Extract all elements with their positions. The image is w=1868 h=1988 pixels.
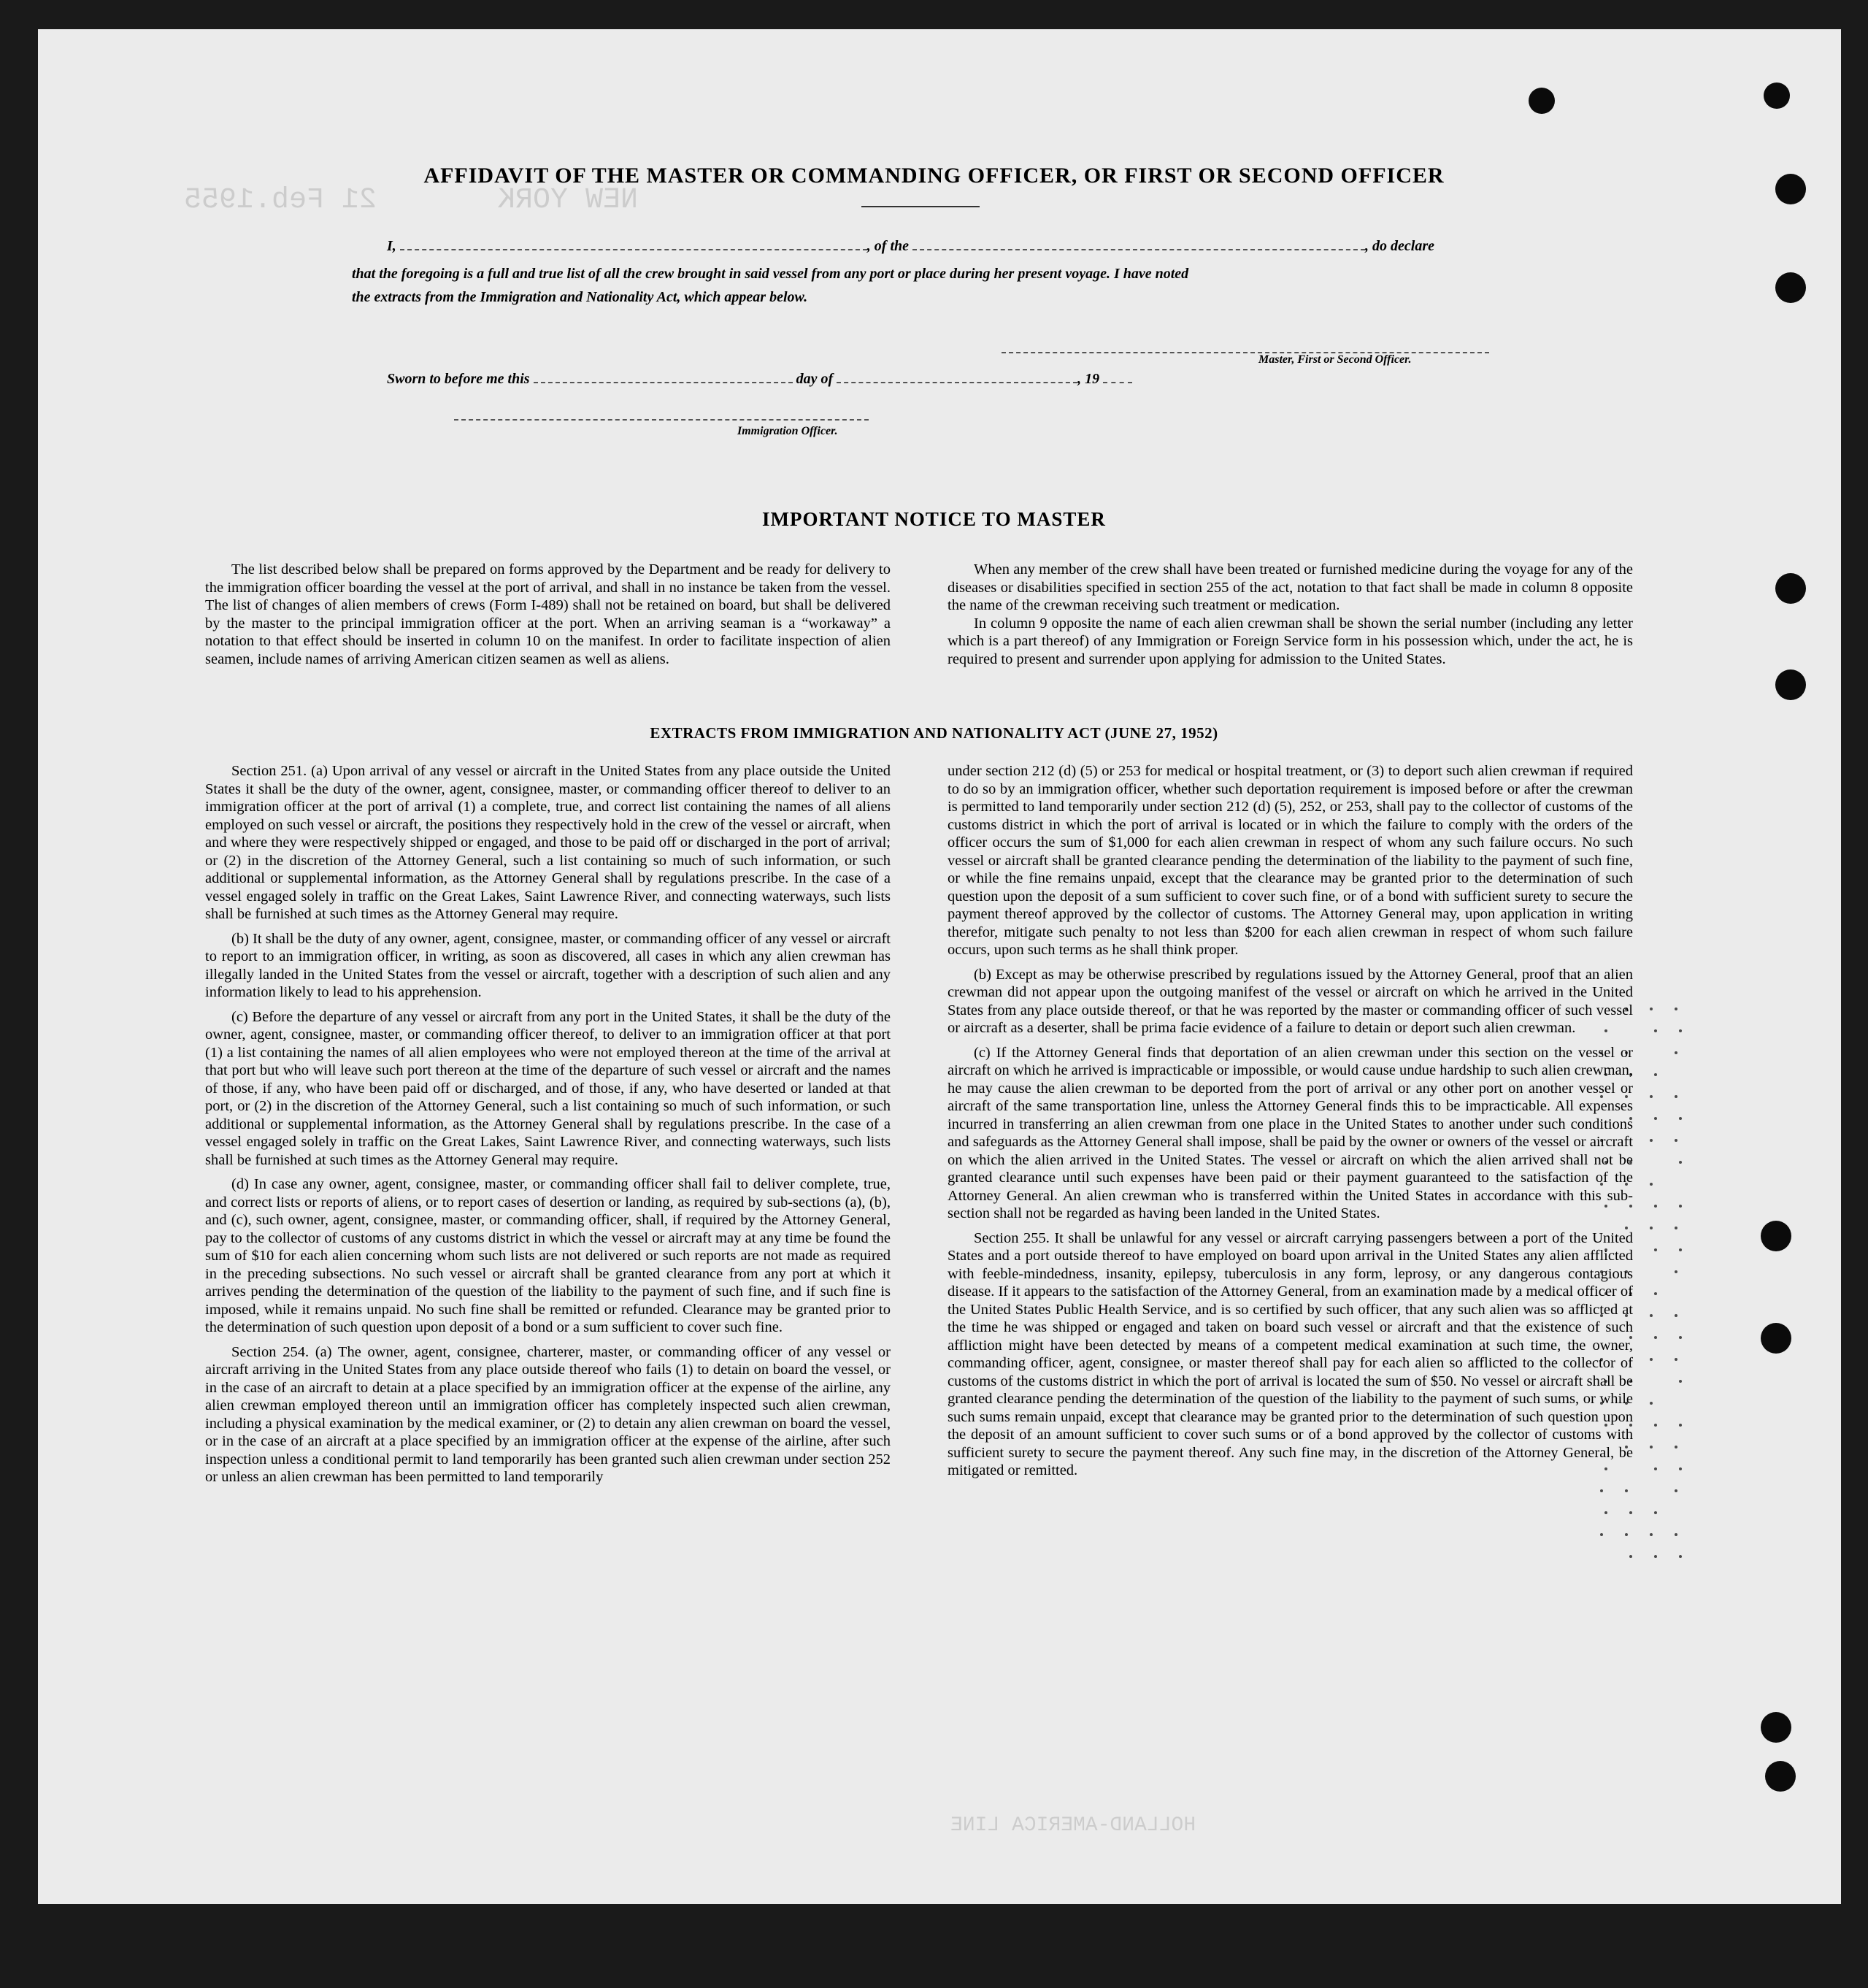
notice-paragraph: The list described below shall be prepared on forms approved by the Department and be ready for delivery to the immigration officer boarding the vessel at the port of arrival, and shall in no instance be taken from the vessel. The list of changes of alien members of crews (Form I-489) shall not be retained on board, but shall be delivered by the master to the principal immigration officer at the port. When an arriving seaman is a “workaway” a notation to that effect should be inserted in column 10 on the manifest. In order to facilitate inspection of alien seamen, include names of arriving American citizen seamen as well as aliens.	[205, 561, 891, 667]
bleed-through-port: NEW YORK	[498, 184, 639, 217]
officer-signature-line	[454, 418, 869, 421]
section-251-c: (c) Before the departure of any vessel or aircraft from any port in the United States, it shall be the duty of the owner, agent, consignee, master, or commanding officer thereof, to deliver to an immigration officer at that port (1) a list containing the names of all alien employees who were not employed thereon at the time of the arrival at that port but who will leave such port thereon at the time of the departure of such vessel or aircraft and the names of those, if any, who have been paid off or discharged, and of those, if any, who have deserted or landed at that port, or (2) in the discretion of the Attorney General, such a list containing so much of such information, or such additional or supplemental information, as the Attorney General shall by regulations prescribe. In the case of a vessel engaged solely in traffic on the Great Lakes, Saint Lawrence River, and connecting waterways, such lists shall be furnished at such times as the Attorney General may require.	[205, 1008, 891, 1168]
scan-dot	[1654, 1511, 1657, 1514]
scan-dot	[1675, 1008, 1677, 1010]
scan-dot	[1650, 1533, 1653, 1536]
scan-dot	[1675, 1139, 1677, 1142]
scan-dot	[1625, 1489, 1628, 1492]
scan-dot	[1650, 1139, 1653, 1142]
officer-caption: Immigration Officer.	[737, 425, 838, 437]
scan-dot	[1675, 1051, 1677, 1054]
binder-hole	[1529, 88, 1555, 114]
scan-dot	[1679, 1380, 1682, 1383]
binder-hole	[1761, 1712, 1791, 1743]
section-251-d: (d) In case any owner, agent, consignee, master, or commanding officer shall fail to deliver complete, true, and correct lists or reports of aliens, or to report cases of desertion or landing, as required by sub-sections (a), (b), and (c), such owner, agent, consignee, master, or commanding officer, shall, if required by the Attorney General, pay to the collector of customs of any customs district in which the vessel or aircraft may at any time be found the sum of $10 for each alien concerning whom such lists are not delivered or such reports are not made as required in the preceding subsections. No such vessel or aircraft shall be granted clearance from any port at which it arrives pending the determination of the question of the liability to the payment of such fine, and if such fine is imposed, while it remains unpaid. No such fine shall be remitted or refunded. Clearance may be granted prior to the determination of such question upon deposit of a bond or a sum sufficient to cover such fine.	[205, 1176, 891, 1335]
scan-dot	[1650, 1446, 1653, 1448]
scan-dot	[1679, 1248, 1682, 1251]
scan-dot	[1650, 1358, 1653, 1361]
scan-dot	[1679, 1161, 1682, 1164]
binder-hole	[1761, 1323, 1791, 1354]
affidavit-line-1	[387, 238, 1434, 255]
scan-dot	[1679, 1205, 1682, 1208]
extracts-left-column	[205, 762, 891, 1493]
scan-dot	[1679, 1424, 1682, 1427]
vessel-blank	[912, 239, 1365, 250]
notice-paragraph: In column 9 opposite the name of each alien crewman shall be shown the serial number (including any letter which is a part thereof) of any Immigration or Foreign Service form in his possession which, under the act, he is required to present and surrender upon applying for admission to the United States.	[948, 615, 1633, 667]
scan-dot	[1629, 1511, 1632, 1514]
affidavit-line-2: that the foregoing is a full and true list of all the crew brought in said vessel from any port or place during her present voyage. I have noted	[352, 266, 1189, 282]
scan-dot	[1654, 1117, 1657, 1120]
scan-dot	[1675, 1533, 1677, 1536]
scan-dot	[1629, 1555, 1632, 1558]
section-254-a: Section 254. (a) The owner, agent, consignee, charterer, master, or commanding officer of any vessel or aircraft arriving in the United States from any place outside thereof who fails (1) to detain on board the vessel, or in the case of an aircraft to detain at a place specified by an immigration officer at the expense of the airline, any alien crewman employed thereon until an immigration officer has completely inspected such alien crewman, including a physical examination by the medical examiner, or (2) to detain any alien crewman on board the vessel, or in the case of an aircraft at a place specified by an immigration officer at the expense of the airline, after such inspection unless a conditional permit to land temporarily has been granted such alien crewman under section 252 or unless an alien crewman has been permitted to land temporarily	[205, 1343, 891, 1485]
extracts-title: EXTRACTS FROM IMMIGRATION AND NATIONALITY ACT (JUNE 27, 1952)	[650, 724, 1218, 742]
scan-dot	[1675, 1358, 1677, 1361]
title-rule	[861, 206, 980, 207]
scan-dot	[1650, 1008, 1653, 1010]
affidavit-i-label: I,	[387, 238, 396, 254]
affidavit-of-the-label: , of the	[866, 238, 910, 254]
year-label: , 19	[1077, 371, 1100, 387]
scan-dot	[1679, 1336, 1682, 1339]
scan-dot	[1600, 1489, 1603, 1492]
binder-hole	[1764, 82, 1790, 109]
section-254-b: (b) Except as may be otherwise prescribed by regulations issued by the Attorney General, proof that an alien crewman did not appear upon the outgoing manifest of the vessel or aircraft on which he arrived in the United States from any place outside thereof, or that he was reported by the master or commanding officer of such vessel or aircraft as a deserter, shall be prima facie evidence of a failure to detain or deport such alien crewman.	[948, 966, 1633, 1036]
scan-dot	[1675, 1314, 1677, 1317]
month-blank	[837, 372, 1077, 383]
scan-dot	[1654, 1029, 1657, 1032]
master-caption: Master, First or Second Officer.	[1258, 353, 1412, 366]
scan-dot	[1654, 1292, 1657, 1295]
scan-dot	[1654, 1073, 1657, 1076]
extracts-right-column	[948, 762, 1633, 1486]
binder-hole	[1761, 1221, 1791, 1251]
sworn-line	[387, 371, 1132, 388]
notice-paragraph: When any member of the crew shall have been treated or furnished medicine during the voyage for any of the diseases or disabilities specified in section 255 of the act, notation to that fact shall be made in column 8 opposite the name of the crewman receiving such treatment or medication.	[948, 561, 1633, 613]
notice-left-column	[205, 561, 891, 675]
day-of-label: day of	[796, 371, 834, 387]
year-blank	[1103, 372, 1132, 383]
affidavit-title: AFFIDAVIT OF THE MASTER OR COMMANDING OFFICER, OR FIRST OR SECOND OFFICER	[423, 164, 1445, 188]
bleed-through-date: 21 Feb.1955	[184, 184, 377, 217]
scan-dot	[1650, 1402, 1653, 1405]
scan-dot	[1654, 1555, 1657, 1558]
scan-dot	[1679, 1029, 1682, 1032]
scan-dot	[1675, 1227, 1677, 1229]
scan-dot	[1604, 1511, 1607, 1514]
affidavit-line-3: the extracts from the Immigration and Nationality Act, which appear below.	[352, 289, 808, 305]
scan-dot	[1650, 1227, 1653, 1229]
bleed-through-line-name: HOLLAND-AMERICA LINE	[950, 1814, 1196, 1837]
notice-title: IMPORTANT NOTICE TO MASTER	[762, 508, 1106, 530]
affidavit-declare-label: , do declare	[1365, 238, 1434, 254]
scan-dot	[1654, 1424, 1657, 1427]
section-254-c: (c) If the Attorney General finds that deportation of an alien crewman under this section on the vessel or aircraft on which he arrived is impracticable or impossible, or would cause undue hardship to such alien crewman, he may cause the alien crewman to be deported from the port of arrival or any other port on another vessel or aircraft of the same transportation line, unless the Attorney General finds this to be impracticable. All expenses incurred in transferring an alien crewman from one place in the United States to another under such conditions and safeguards as the Attorney General shall impose, shall be paid by the owner or owners of the vessel or aircraft on which the alien arrived in the United States. The vessel or aircraft on which the alien arrived shall not be granted clearance until such expenses have been paid or their payment guaranteed to the satisfaction of the Attorney General. An alien crewman who is transferred within the United States in accordance with this sub-section shall not be regarded as having been landed in the United States.	[948, 1044, 1633, 1221]
binder-hole	[1765, 1761, 1796, 1792]
binder-hole	[1775, 573, 1806, 604]
section-251-a: Section 251. (a) Upon arrival of any vessel or aircraft in the United States from any place outside the United States it shall be the duty of the owner, agent, consignee, master, or commanding officer thereof to deliver to an immigration officer at the port of arrival (1) a complete, true, and correct list containing the names of all aliens employed on such vessel or aircraft, the positions they respectively hold in the crew of the vessel or aircraft, when and where they were respectively shipped or engaged, and those to be paid off or discharged in the port of arrival; or (2) in the discretion of the Attorney General, such a list containing so much of such information, or such additional or supplemental information, as the Attorney General shall by regulations prescribe. In the case of a vessel engaged solely in traffic on the Great Lakes, Saint Lawrence River, and connecting waterways, such lists shall be furnished at such times as the Attorney General may require.	[205, 763, 891, 922]
section-255: Section 255. It shall be unlawful for any vessel or aircraft carrying passengers between a port of the United States and a port outside thereof to have employed on board upon arrival in the United States any alien afflicted with feeble-mindedness, insanity, epilepsy, tuberculosis in any form, leprosy, or any dangerous contagious disease. If it appears to the satisfaction of the Attorney General, from an examination made by a medical officer of the United States Public Health Service, and is so certified by such officer, that any such alien was so afflicted at the time he was shipped or engaged and taken on board such vessel or aircraft and that the existence of such affliction might have been detected by means of a competent medical examination at such time, the owner, commanding officer, agent, consignee, or master thereof shall pay for each alien so afflicted to the collector of customs of the customs district in which the port of arrival is located the sum of $50. No vessel or aircraft shall be granted clearance pending the determination of the question of the liability to the payment of such sums, or while such sums remain unpaid, except that clearance may be granted prior to the determination of such question upon the deposit of an amount sufficient to cover such sums or of a bond approved by the collector of customs with sufficient surety to secure the payment thereof. Any such fine may, in the discretion of the Attorney General, be mitigated or remitted.	[948, 1229, 1633, 1478]
scan-dot	[1600, 1533, 1603, 1536]
section-251-b: (b) It shall be the duty of any owner, agent, consignee, master, or commanding officer of any vessel or aircraft to report to an immigration officer, in writing, as soon as discovered, all cases in which any alien crewman has illegally landed in the United States from the vessel or aircraft, together with a description of such alien and any information likely to lead to his apprehension.	[205, 930, 891, 1000]
scan-dot	[1679, 1117, 1682, 1120]
binder-hole	[1775, 272, 1806, 303]
scan-dot	[1654, 1248, 1657, 1251]
scan-dot	[1654, 1467, 1657, 1470]
scan-dot	[1654, 1205, 1657, 1208]
notice-right-column	[948, 561, 1633, 675]
scan-dot	[1654, 1336, 1657, 1339]
binder-hole	[1775, 669, 1806, 700]
master-signature-line	[1002, 350, 1489, 353]
scan-dot	[1625, 1533, 1628, 1536]
scan-dot	[1675, 1095, 1677, 1098]
sworn-date-blank	[534, 372, 793, 383]
scan-dot	[1650, 1095, 1653, 1098]
scan-dot	[1675, 1270, 1677, 1273]
sworn-label: Sworn to before me this	[387, 371, 530, 387]
scan-dot	[1675, 1489, 1677, 1492]
scan-dot	[1675, 1446, 1677, 1448]
section-254-a-continued: under section 212 (d) (5) or 253 for medical or hospital treatment, or (3) to deport such alien crewman if required to do so by an immigration officer, whether such deportation requirement is imposed before or after the crewman is permitted to land temporarily under section 212 (d) (5), 252, or 253, shall pay to the collector of customs of the customs district in which the port of arrival is located or in which the failure to comply with the orders of the officer occurs the sum of $1,000 for each alien crewman in respect of whom any such failure occurs. No such vessel or aircraft shall be granted clearance pending the determination of the liability to the payment of such fine, or while the fine remains unpaid, except that the clearance may be granted prior to the determination of such question upon the deposit of a sum sufficient to cover such fine, or of a bond with sufficient surety to secure the payment thereof approved by the collector of customs. The Attorney General may, upon application in writing therefor, mitigate such penalty to not less than $200 for each alien crewman in respect of whom such failure occurs, upon such terms as he shall think proper.	[948, 763, 1633, 958]
scan-dot	[1650, 1314, 1653, 1317]
scan-dot	[1679, 1555, 1682, 1558]
scan-dot	[1679, 1467, 1682, 1470]
name-blank	[400, 239, 867, 250]
scan-dot	[1650, 1183, 1653, 1186]
